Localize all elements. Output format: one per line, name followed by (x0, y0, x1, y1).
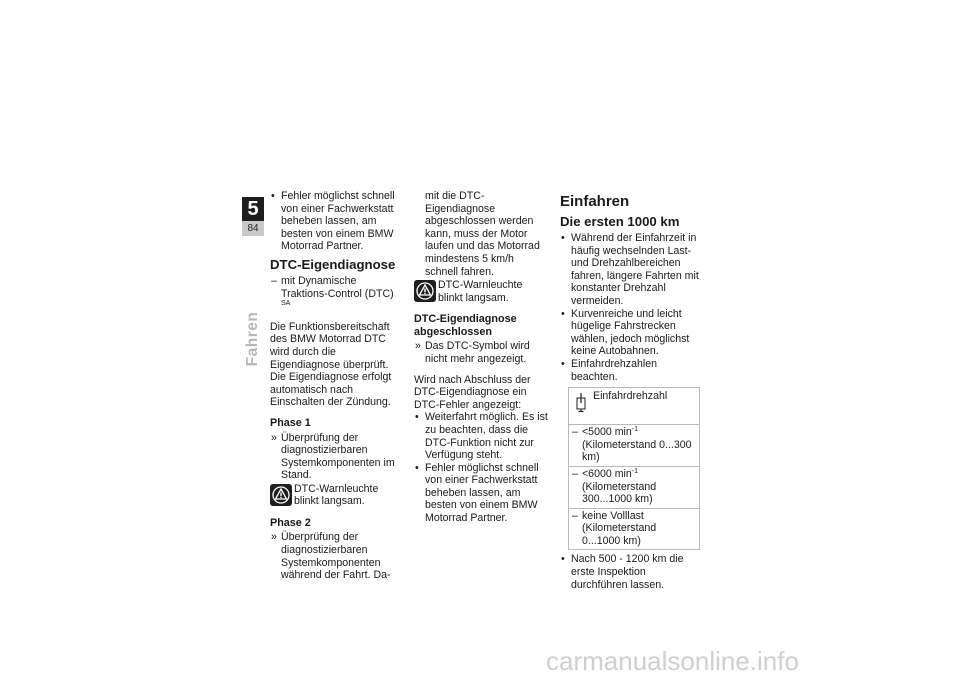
list-item: » Das DTC-Symbol wird nicht mehr angezeigt. (415, 340, 530, 365)
chapter-title: Fahren (244, 311, 261, 367)
paragraph: mit die DTC-Eigendiagnose abgeschlossen werden kann, muss der Motor laufen und das Motorrad mindestens 5 km/h schnell fahren. (425, 190, 540, 278)
list-item: – mit Dynamische Traktions-Control (DTC) $^{SA}$ (271, 274, 394, 308)
indicator-note: DTC-Warnleuchte blinkt langsam. (414, 279, 548, 305)
list-item: • Weiterfahrt möglich. Es ist zu beachten, dass die DTC-Funktion nicht zur Verfügung steht. (415, 411, 548, 462)
table-row: – keine Volllast (Kilometerstand 0...1000 km) (572, 509, 657, 547)
section-heading: Die ersten 1000 km (560, 214, 680, 229)
column-2 (414, 190, 548, 525)
chapter-tab (242, 197, 264, 236)
paragraph: Die Funktionsbereitschaft des BMW Motorrad DTC wird durch die Eigendiagnose überprüft. Die Eigendiagnose erfolgt automatisch nach Einschalten der Zündung. (270, 320, 392, 409)
list-item: • Nach 500 - 1200 km die erste Inspektion durchführen lassen. (561, 553, 684, 591)
table-row: – <5000 $\min^{-1}$ (Kilometerstand 0...300 km) (569, 425, 699, 467)
list-item: • Fehler möglichst schnell von einer Fachwerkstatt beheben lassen, am besten von einem BMW Motorrad Partner. (271, 190, 395, 253)
break-in-table (568, 387, 700, 550)
chapter-section-heading: Einfahren (560, 193, 630, 210)
column-3 (560, 190, 700, 591)
page-number: 84 (242, 221, 264, 236)
list-item: • Während der Einfahrzeit in häufig wechselnden Last- und Drehzahlbereichen fahren, längere Fahrten mit konstanter Drehzahl vermeiden. (561, 232, 699, 307)
tachometer-icon (575, 393, 587, 413)
list-item: • Kurvenreiche und leicht hügelige Fahrstrecken wählen, jedoch möglichst keine Autobahnen. (561, 307, 690, 358)
list-item: • Fehler möglichst schnell von einer Fachwerkstatt beheben lassen, am besten von einem BMW Motorrad Partner. (415, 461, 539, 525)
subheading: Phase 2 (270, 516, 311, 529)
section-heading: DTC-Eigendiagnose (270, 256, 396, 272)
subheading: Phase 1 (270, 416, 311, 429)
table-header: Einfahrdrehzahl (569, 388, 699, 425)
watermark: carmanualsonline.info (546, 646, 799, 676)
paragraph: Wird nach Abschluss der DTC-Eigendiagnose ein DTC-Fehler angezeigt: (414, 373, 531, 411)
list-item: » Überprüfung der diagnostizierbaren Systemkomponenten im Stand. (271, 431, 395, 482)
column-1 (270, 190, 402, 582)
subheading: DTC-Eigendiagnose abgeschlossen (414, 313, 517, 338)
dtc-warning-light-icon (270, 484, 292, 506)
dtc-warning-light-icon (414, 280, 436, 302)
chapter-number: 5 (242, 197, 264, 221)
chapter-side-title (238, 311, 268, 367)
list-item: » Überprüfung der diagnostizierbaren Systemkomponenten während der Fahrt. Da- (271, 531, 391, 582)
list-item: • Einfahrdrehzahlen beachten. (561, 357, 657, 383)
indicator-note: DTC-Warnleuchte blinkt langsam. (270, 483, 402, 509)
table-row: – <6000 $\min^{-1}$ (Kilometerstand 300...1000 km) (569, 467, 699, 509)
